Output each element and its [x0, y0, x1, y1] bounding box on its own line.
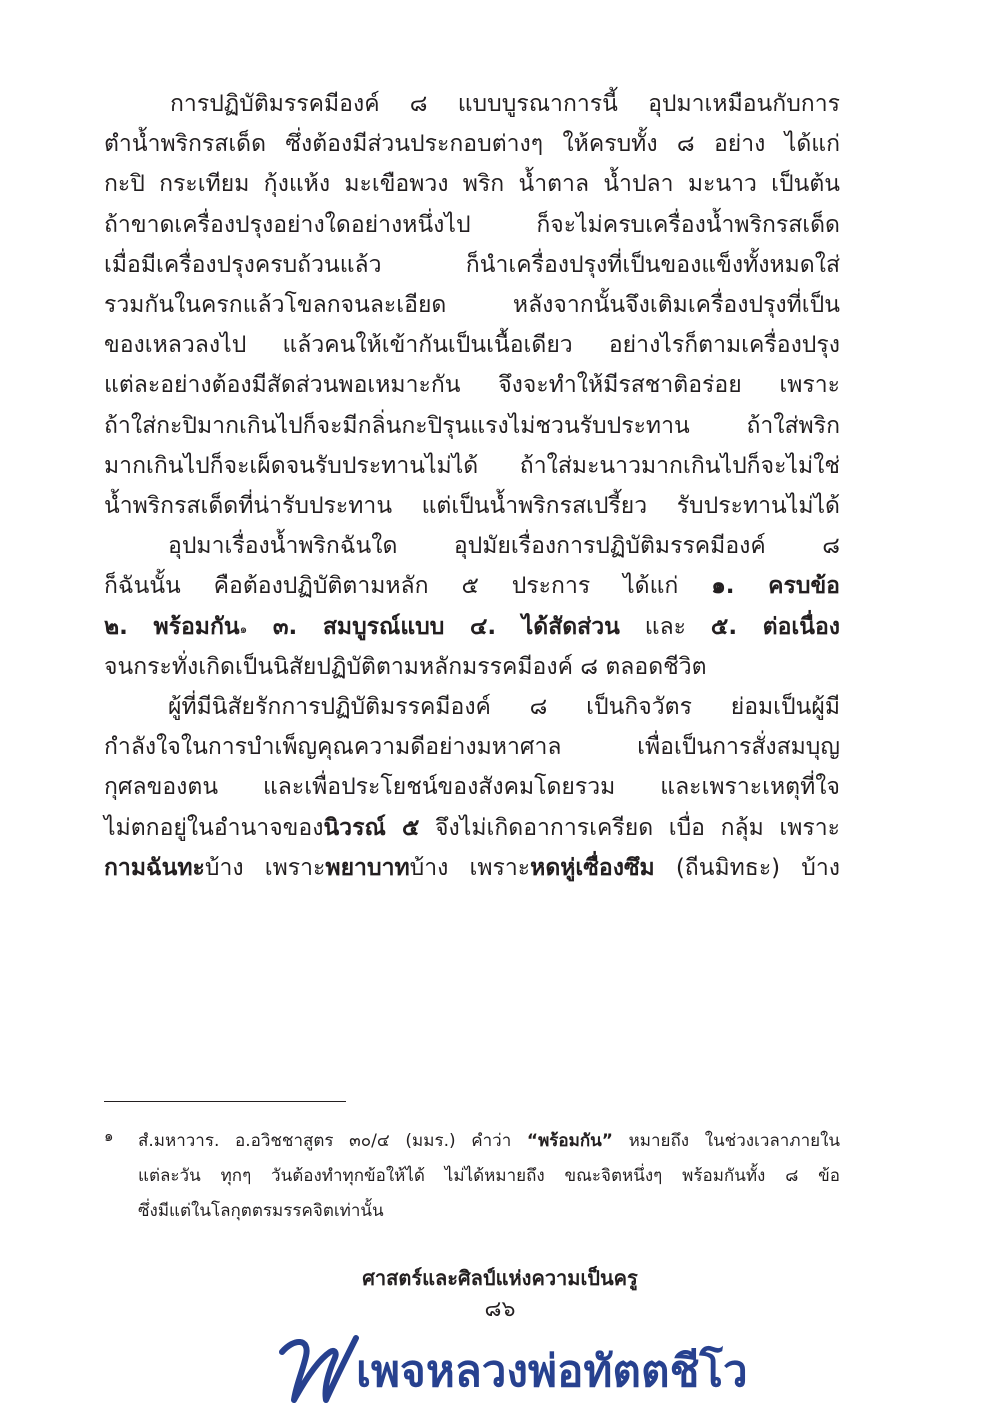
- paragraph-line: อุปมาเรื่องน้ำพริกฉันใด อุปมัยเรื่องการปฏิบัติมรรคมีองค์ ๘: [168, 533, 840, 560]
- footnote-number: ๑: [104, 1127, 114, 1145]
- bold-term: กามฉันทะ: [104, 854, 205, 881]
- bold-term: ๔. ได้สัดส่วน: [444, 613, 620, 640]
- paragraph-line: กำลังใจในการบำเพ็ญคุณความดีอย่างมหาศาล เพื่อเป็นการสั่งสมบุญ: [104, 734, 840, 761]
- paragraph-line: ตำน้ำพริกรสเด็ด ซึ่งต้องมีส่วนประกอบต่างๆ ให้ครบทั้ง ๘ อย่าง ได้แก่: [104, 131, 840, 158]
- bold-term: พยาบาท: [325, 854, 410, 881]
- page-number: ๘๖: [484, 1297, 516, 1322]
- paragraph-line: แต่ละอย่างต้องมีสัดส่วนพอเหมาะกัน จึงจะทำให้มีรสชาติอร่อย เพราะ: [104, 372, 840, 399]
- paragraph-line: ถ้าใส่กะปิมากเกินไปก็จะมีกลิ่นกะปิรุนแรงไม่ชวนรับประทาน ถ้าใส่พริก: [104, 412, 840, 439]
- paragraph-line: น้ำพริกรสเด็ดที่น่ารับประทาน แต่เป็นน้ำพริกรสเปรี้ยว รับประทานไม่ได้: [104, 493, 840, 520]
- paragraph-line: [104, 848, 840, 888]
- bold-term: ๑. ครบข้อ: [711, 573, 840, 600]
- brush-mark-icon: [276, 1330, 360, 1408]
- bold-term: ๒. พร้อมกัน: [104, 613, 240, 640]
- paragraph-line: ผู้ที่มีนิสัยรักการปฏิบัติมรรคมีองค์ ๘ เป็นกิจวัตร ย่อมเป็นผู้มี: [168, 694, 840, 721]
- text-run: จึงไม่เกิดอาการเครียด เบื่อ กลุ้ม เพราะ: [419, 814, 840, 841]
- bold-term: หดหู่เซื่องซึม: [530, 854, 655, 881]
- bold-term: ๓. สมบูรณ์แบบ: [247, 613, 445, 640]
- paragraph-line: มากเกินไปก็จะเผ็ดจนรับประทานไม่ได้ ถ้าใส่มะนาวมากเกินไปก็จะไม่ใช่: [104, 452, 840, 479]
- footnote-line: แต่ละวัน ทุกๆ วันต้องทำทุกข้อให้ได้ ไม่ได้หมายถึง ขณะจิตหนึ่งๆ พร้อมกันทั้ง ๘ ข้อ: [138, 1166, 840, 1186]
- text-run: ก็ฉันนั้น คือต้องปฏิบัติตามหลัก ๕ ประการ ได้แก่: [104, 573, 712, 600]
- footnote-line: ซึ่งมีแต่ในโลกุตตรมรรคจิตเท่านั้น: [138, 1201, 384, 1221]
- paragraph-line: [104, 566, 840, 606]
- logo-text: เพจหลวงพ่อทัตตชีโว: [356, 1346, 748, 1397]
- footnote-line: [138, 1124, 840, 1159]
- paragraph-line: จนกระทั่งเกิดเป็นนิสัยปฏิบัติตามหลักมรรคมีองค์ ๘ ตลอดชีวิต: [104, 653, 707, 680]
- paragraph-line: เมื่อมีเครื่องปรุงครบถ้วนแล้ว ก็นำเครื่องปรุงที่เป็นของแข็งทั้งหมดใส่: [104, 251, 840, 278]
- text-run: (ถีนมิทธะ) บ้าง: [654, 854, 841, 881]
- paragraph-line: การปฏิบัติมรรคมีองค์ ๘ แบบบูรณาการนี้ อุปมาเหมือนกับการ: [170, 91, 840, 117]
- footnote: [104, 1124, 840, 1229]
- bold-term: ๕. ต่อเนื่อง: [710, 613, 841, 640]
- text-run: สํ.มหาวาร. อ.อวิชชาสูตร ๓๐/๔ (มมร.) คำว่า: [138, 1131, 527, 1151]
- paragraph-line: ของเหลวลงไป แล้วคนให้เข้ากันเป็นเนื้อเดียว อย่างไรก็ตามเครื่องปรุง: [104, 332, 840, 359]
- paragraph-line: ถ้าขาดเครื่องปรุงอย่างใดอย่างหนึ่งไป ก็จะไม่ครบเครื่องน้ำพริกรสเด็ด: [104, 211, 840, 238]
- text-run: บ้าง เพราะ: [409, 854, 531, 881]
- text-run: หมายถึง ในช่วงเวลาภายใน: [612, 1131, 840, 1151]
- paragraph-line: [104, 808, 840, 848]
- bold-term: นิวรณ์ ๕: [323, 814, 420, 841]
- text-run: บ้าง เพราะ: [204, 854, 326, 881]
- body-text: [104, 84, 840, 888]
- text-run: ไม่ตกอยู่ในอำนาจของ: [104, 814, 324, 841]
- book-title: ศาสตร์และศิลป์แห่งความเป็นครู: [362, 1266, 638, 1290]
- footnote-text: [138, 1124, 840, 1229]
- footnote-ref[interactable]: ๑: [239, 621, 248, 636]
- text-run: และ: [619, 613, 711, 640]
- paragraph-line: รวมกันในครกแล้วโขลกจนละเอียด หลังจากนั้นจึงเติมเครื่องปรุงที่เป็น: [104, 292, 840, 319]
- paragraph-line: กะปิ กระเทียม กุ้งแห้ง มะเขือพวง พริก น้ำตาล น้ำปลา มะนาว เป็นต้น: [104, 171, 840, 198]
- footnote-divider: [104, 1101, 346, 1102]
- paragraph-line: กุศลของตน และเพื่อประโยชน์ของสังคมโดยรวม และเพราะเหตุที่ใจ: [104, 774, 840, 801]
- bold-term: “พร้อมกัน”: [526, 1131, 613, 1151]
- paragraph-line: [104, 607, 840, 647]
- page-logo: [276, 1330, 748, 1408]
